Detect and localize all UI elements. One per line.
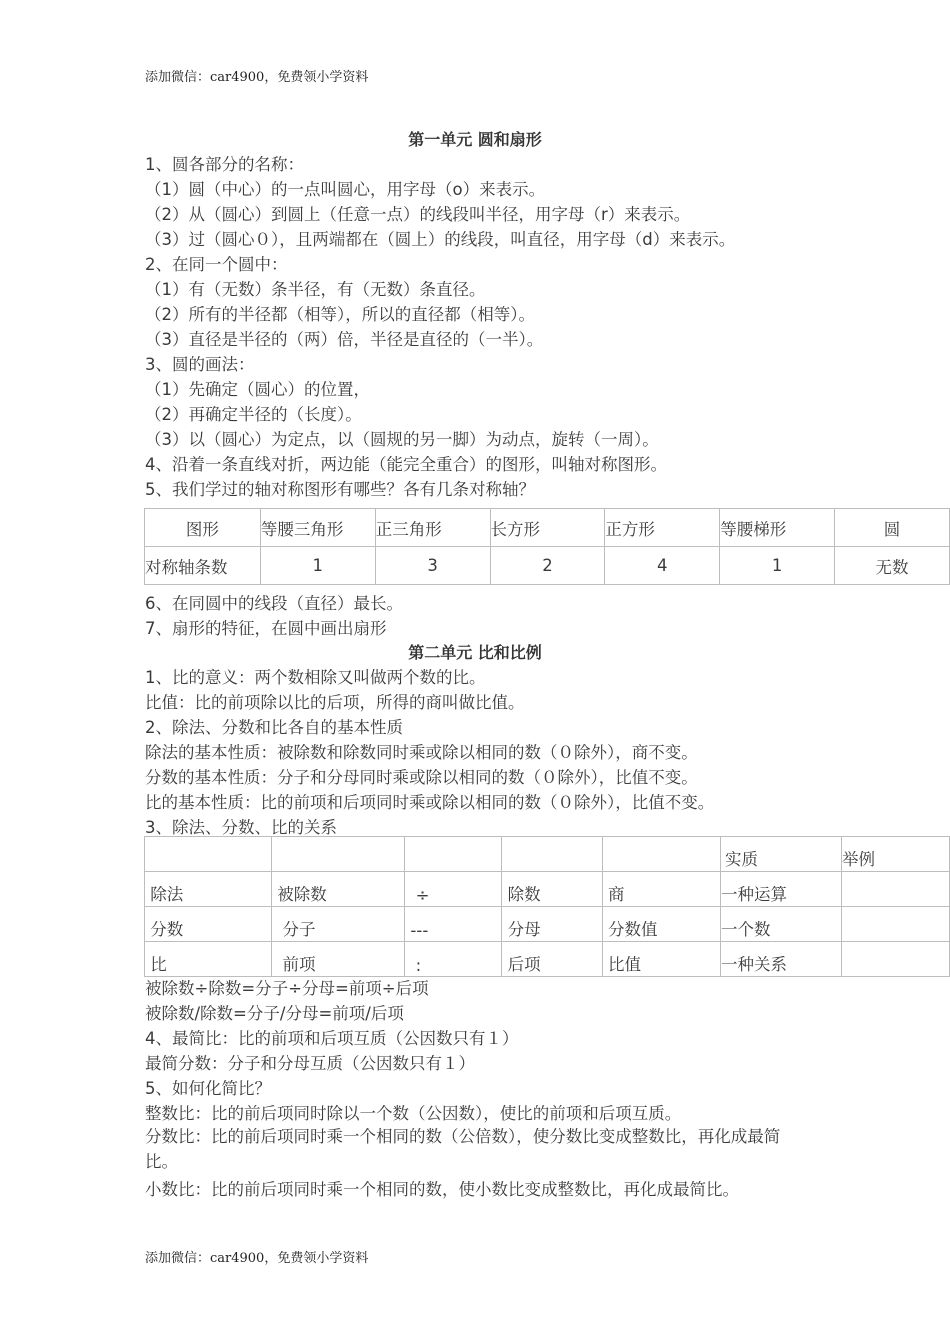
text-line: 7、扇形的特征，在圆中画出扇形 <box>145 619 387 638</box>
text-line: 3、圆的画法： <box>145 355 255 374</box>
table-row <box>145 509 950 547</box>
division-fraction-ratio-table <box>144 836 950 977</box>
table-cell: 被除数 <box>272 872 405 907</box>
table-cell <box>602 837 720 872</box>
text-line: 最简分数：分子和分母互质（公因数只有１） <box>145 1054 475 1073</box>
text-line: 小数比：比的前后项同时乘一个相同的数，使小数比变成整数比，再化成最简比。 <box>145 1180 739 1199</box>
text-line: 5、如何化简比？ <box>145 1079 271 1098</box>
table-cell: 实质 <box>721 837 842 872</box>
table-cell: 一个数 <box>721 907 842 942</box>
table-cell: 1 <box>720 547 835 585</box>
text-line: 3、除法、分数、比的关系 <box>145 818 337 837</box>
text-line: 4、最简比：比的前项和后项互质（公因数只有１） <box>145 1029 519 1048</box>
table-cell: 分数 <box>145 907 272 942</box>
text-line: 被除数/除数=分子/分母=前项/后项 <box>145 1004 404 1023</box>
text-line: 4、沿着一条直线对折，两边能（能完全重合）的图形，叫轴对称图形。 <box>145 455 667 474</box>
table-cell: 3 <box>375 547 490 585</box>
text-line: 分数的基本性质：分子和分母同时乘或除以相同的数（０除外），比值不变。 <box>145 768 698 787</box>
table-cell: 分数值 <box>602 907 720 942</box>
text-line: （2）所有的半径都（相等），所以的直径都（相等）。 <box>145 305 535 324</box>
table-cell: : <box>405 942 502 977</box>
table-cell: 1 <box>260 547 375 585</box>
text-line: 2、在同一个圆中： <box>145 255 288 274</box>
text-line: 除法的基本性质：被除数和除数同时乘或除以相同的数（０除外），商不变。 <box>145 743 698 762</box>
text-line: 被除数÷除数=分子÷分母=前项÷后项 <box>145 979 429 998</box>
table-cell <box>502 837 602 872</box>
table-cell: 等腰梯形 <box>720 509 835 547</box>
table-cell: 比 <box>145 942 272 977</box>
page-header: 添加微信：car4900，免费领小学资料 <box>145 70 369 85</box>
text-line: 1、圆各部分的名称： <box>145 155 304 174</box>
text-line: 1、比的意义：两个数相除又叫做两个数的比。 <box>145 668 486 687</box>
table-cell: 2 <box>490 547 605 585</box>
table-cell: ÷ <box>405 872 502 907</box>
table-row <box>145 547 950 585</box>
table-row <box>145 907 950 942</box>
unit2-title: 第二单元 比和比例 <box>408 643 542 662</box>
table-cell: 4 <box>605 547 720 585</box>
table-cell <box>841 872 949 907</box>
text-line: 比值：比的前项除以比的后项，所得的商叫做比值。 <box>145 693 525 712</box>
table-cell <box>841 942 949 977</box>
table-cell <box>272 837 405 872</box>
table-cell: 无数 <box>835 547 950 585</box>
table-cell: 等腰三角形 <box>260 509 375 547</box>
text-line: 分数比：比的前后项同时乘一个相同的数（公倍数），使分数比变成整数比，再化成最简比。 <box>145 1127 781 1171</box>
text-line: 5、我们学过的轴对称图形有哪些？各有几条对称轴？ <box>145 480 535 499</box>
table-cell: 商 <box>602 872 720 907</box>
text-line: （3）过（圆心０），且两端都在（圆上）的线段，叫直径，用字母（d）来表示。 <box>145 230 736 249</box>
text-line: 2、除法、分数和比各自的基本性质 <box>145 718 403 737</box>
page-footer: 添加微信：car4900，免费领小学资料 <box>145 1251 369 1266</box>
text-line: 6、在同圆中的线段（直径）最长。 <box>145 594 403 613</box>
text-line: （1）先确定（圆心）的位置， <box>145 380 370 399</box>
table-cell <box>841 907 949 942</box>
table-cell: 圆 <box>835 509 950 547</box>
table-cell: 比值 <box>602 942 720 977</box>
table-cell: 后项 <box>502 942 602 977</box>
text-line: （2）从（圆心）到圆上（任意一点）的线段叫半径，用字母（r）来表示。 <box>145 205 691 224</box>
table-row <box>145 942 950 977</box>
text-line: 比的基本性质：比的前项和后项同时乘或除以相同的数（０除外），比值不变。 <box>145 793 715 812</box>
table-cell: 长方形 <box>490 509 605 547</box>
text-line: （1）有（无数）条半径，有（无数）条直径。 <box>145 280 486 299</box>
unit1-title: 第一单元 圆和扇形 <box>408 130 542 149</box>
table-cell: 图形 <box>145 509 261 547</box>
text-line: （3）以（圆心）为定点，以（圆规的另一脚）为动点，旋转（一周）。 <box>145 430 659 449</box>
table-cell: 正三角形 <box>375 509 490 547</box>
table-cell: 前项 <box>272 942 405 977</box>
text-line: （1）圆（中心）的一点叫圆心，用字母（o）来表示。 <box>145 180 546 199</box>
table-row <box>145 872 950 907</box>
table-cell: 正方形 <box>605 509 720 547</box>
text-line: （3）直径是半径的（两）倍，半径是直径的（一半）。 <box>145 330 544 349</box>
text-line: 整数比：比的前后项同时除以一个数（公因数），使比的前项和后项互质。 <box>145 1104 682 1123</box>
table-cell <box>145 837 272 872</box>
table-cell: 举例 <box>841 837 949 872</box>
table-cell: --- <box>405 907 502 942</box>
table-cell <box>405 837 502 872</box>
table-cell: 除法 <box>145 872 272 907</box>
table-cell: 对称轴条数 <box>145 547 261 585</box>
table-cell: 一种关系 <box>721 942 842 977</box>
table-cell: 除数 <box>502 872 602 907</box>
symmetry-axes-table <box>144 508 950 585</box>
table-cell: 分母 <box>502 907 602 942</box>
text-line: （2）再确定半径的（长度）。 <box>145 405 362 424</box>
table-cell: 分子 <box>272 907 405 942</box>
table-cell: 一种运算 <box>721 872 842 907</box>
table-row <box>145 837 950 872</box>
